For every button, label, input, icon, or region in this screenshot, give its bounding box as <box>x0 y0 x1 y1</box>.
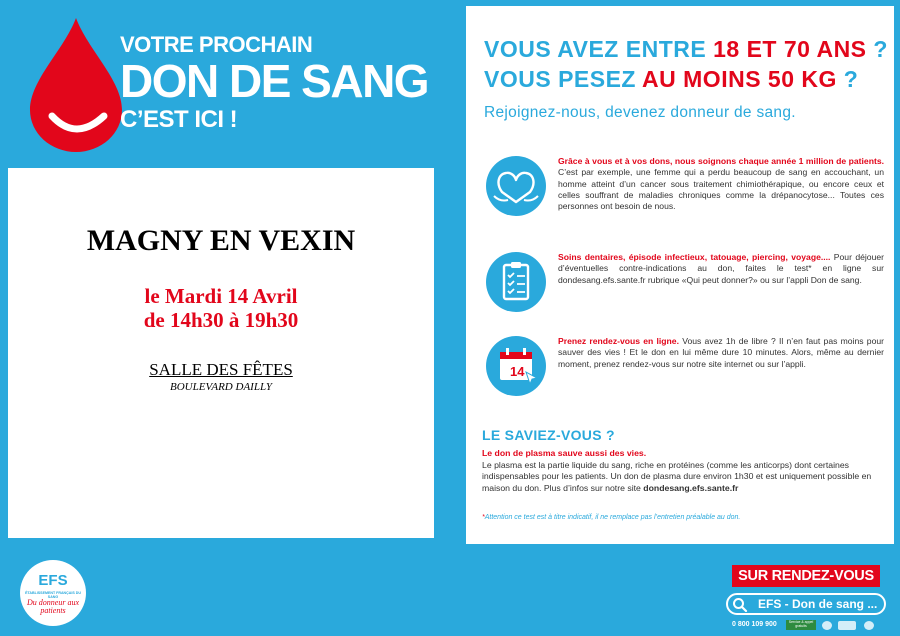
info-item-text <box>558 156 884 213</box>
search-query: EFS - Don de sang ... <box>758 597 878 611</box>
did-you-know-subtitle: Le don de plasma sauve aussi des vies. <box>482 448 647 459</box>
website-link[interactable]: dondesang.efs.sante.fr <box>643 482 739 493</box>
info-item-bold: Prenez rendez-vous en ligne. <box>558 336 679 346</box>
calendar-icon <box>486 336 546 396</box>
efs-logo-slogan: Du donneur aux patients <box>27 598 79 615</box>
info-item-bold: Grâce à vous et à vos dons, nous soignons chaque année 1 million de patients. <box>558 156 884 166</box>
did-you-know-title: LE SAVIEZ-VOUS ? <box>482 427 615 443</box>
age-question-text: VOUS AVEZ ENTRE <box>484 36 714 62</box>
heart-hands-icon <box>486 156 546 216</box>
partner-logo-icon <box>864 621 874 630</box>
note-text: Attention ce test est à titre indicatif, il ne remplace pas l’entretien préalable au don. <box>484 514 741 521</box>
weight-question-mark: ? <box>836 66 859 92</box>
calendar-day: 14 <box>510 364 525 379</box>
info-card <box>466 6 894 544</box>
join-tagline: Rejoignez-nous, devenez donneur de sang. <box>484 104 796 121</box>
partner-logo-icon <box>838 621 856 630</box>
free-service-tag: Service & appel gratuits <box>786 620 816 630</box>
weight-question <box>484 66 858 93</box>
weight-minimum: AU MOINS 50 KG <box>642 66 837 92</box>
info-item-bold: Soins dentaires, épisode infectieux, tatouage, piercing, voyage.... <box>558 252 831 262</box>
info-item-body: Pour déjouer d’éventuelles contre-indications au don, faites le test* en ligne sur dondesang.efs.sante.fr rubrique «Qui peut donner?» ou sur l’appli Don de sang. <box>558 252 884 285</box>
partner-logo-icon <box>822 621 832 630</box>
event-date: le Mardi 14 Avril <box>144 284 298 308</box>
did-you-know-text <box>482 460 880 494</box>
efs-logo <box>20 560 86 626</box>
checklist-icon <box>486 252 546 312</box>
efs-logo-text: EFS <box>38 572 68 589</box>
blood-drop-icon <box>22 14 122 152</box>
info-item-text <box>558 252 884 286</box>
poster-headline <box>120 34 428 132</box>
did-you-know-section <box>482 426 880 494</box>
search-bar[interactable] <box>726 593 886 615</box>
headline-line-1: VOTRE PROCHAIN <box>120 32 313 57</box>
weight-question-text: VOUS PESEZ <box>484 66 643 92</box>
appointment-badge: SUR RENDEZ-VOUS <box>732 565 880 587</box>
phone-number: 0 800 109 900 <box>732 621 777 628</box>
info-item-body: Vous avez 1h de libre ? Il n’en faut pas moins pour sauver des vies ! Et le don en lui même dure 10 minutes. Alors, même au dernier moment, prenez rendez-vous sur notre site internet ou sur l’appli. <box>558 336 884 369</box>
age-question-mark: ? <box>866 36 888 62</box>
event-time: de 14h30 à 19h30 <box>143 308 299 333</box>
info-item-text <box>558 336 884 370</box>
disclaimer-note <box>482 514 740 521</box>
headline-line-2: DON DE SANG <box>120 55 429 107</box>
age-question <box>484 36 888 63</box>
efs-logo-subtitle: ÉTABLISSEMENT FRANÇAIS DU SANG <box>25 591 81 599</box>
event-street: BOULEVARD DAILLY <box>170 381 272 394</box>
did-you-know-body: Le plasma est la partie liquide du sang, riche en protéines (comme les anticorps) dont certaines indispensables pour les patients. Un don de plasma dure environ 1h30 et est uniquement possible en maison du don. Plus d’infos sur notre site <box>482 459 872 493</box>
note-asterisk: * <box>482 514 485 521</box>
event-venue: SALLE DES FÊTES <box>149 360 293 380</box>
info-item-body: C’est par exemple, une femme qui a perdu beaucoup de sang en accouchant, un homme atteint d’un cancer sous traitement chimiothérapique, ou encore ceux et celles souffrant de maladies chroniques comme la drépanocytose... Toutes ces personnes ont besoin de nous. <box>558 167 884 212</box>
headline-line-3: C’EST ICI ! <box>120 106 238 133</box>
event-datetime <box>8 284 434 332</box>
event-city: MAGNY EN VEXIN <box>86 224 356 257</box>
search-icon <box>732 597 748 612</box>
event-card <box>8 168 434 538</box>
age-range: 18 ET 70 ANS <box>713 36 867 62</box>
